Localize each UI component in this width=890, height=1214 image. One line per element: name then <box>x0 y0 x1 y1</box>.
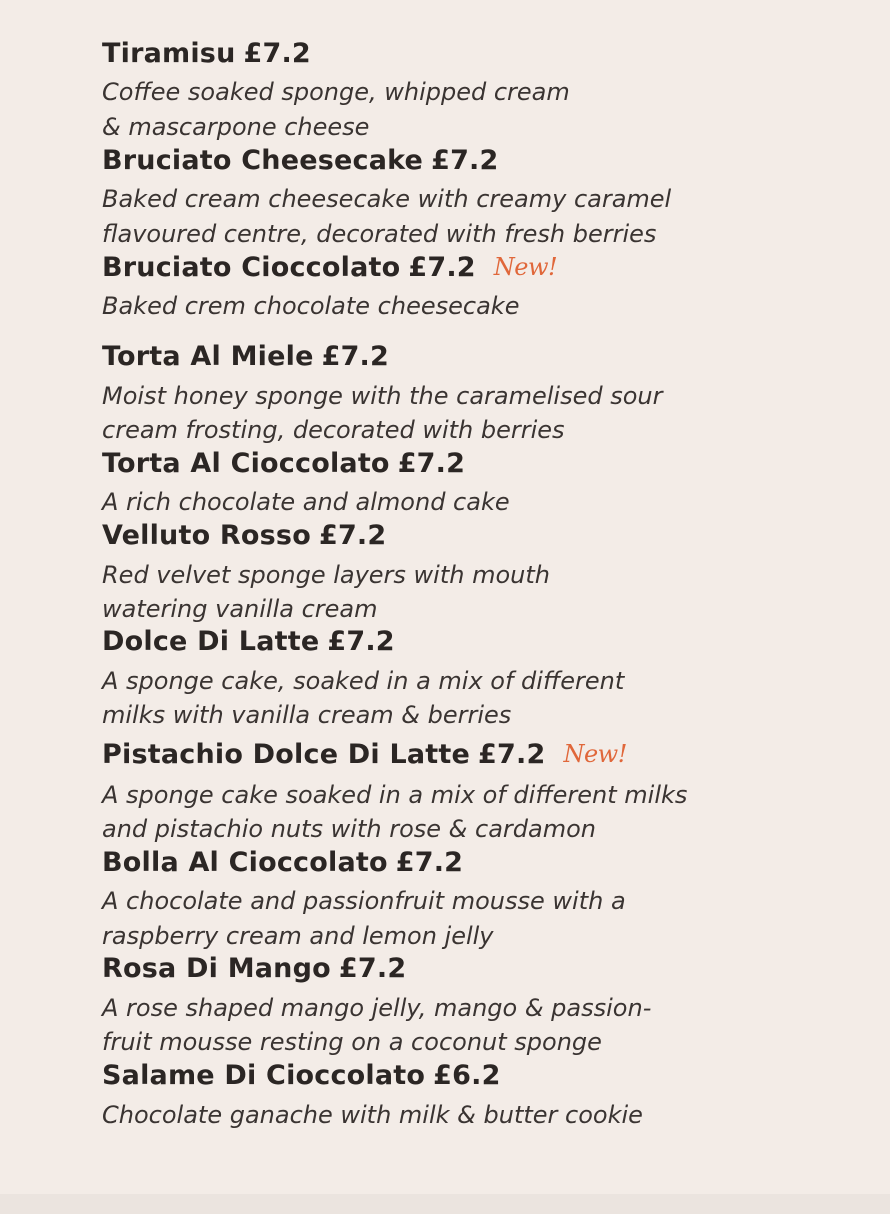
item-title <box>102 847 463 878</box>
item-name: Tiramisu <box>102 38 236 69</box>
item-price: £7.2 <box>321 341 389 372</box>
item-price: £7.2 <box>338 953 407 984</box>
item-title <box>102 520 386 551</box>
item-title <box>102 341 389 372</box>
item-description-line: cream frosting, decorated with berries <box>102 416 565 444</box>
item-name: Bruciato Cioccolato <box>102 252 401 283</box>
item-price: £7.2 <box>478 739 546 770</box>
item-name: Velluto Rosso <box>102 520 311 551</box>
item-title <box>102 626 395 657</box>
item-name: Salame Di Cioccolato <box>102 1060 426 1091</box>
item-description-line: & mascarpone cheese <box>102 113 370 141</box>
item-description-line: Baked cream cheesecake with creamy caramel <box>102 185 672 213</box>
item-title <box>102 953 406 984</box>
item-title <box>102 38 311 69</box>
item-description-line: A sponge cake soaked in a mix of different milks <box>102 781 688 809</box>
item-price: £7.2 <box>243 38 311 69</box>
item-title <box>102 145 499 176</box>
item-title <box>102 739 627 770</box>
item-title <box>102 1060 501 1091</box>
new-badge: New! <box>493 253 558 281</box>
item-description-line: A rose shaped mango jelly, mango & passion- <box>102 994 652 1022</box>
item-description-line: and pistachio nuts with rose & cardamon <box>102 815 596 843</box>
item-name: Torta Al Miele <box>102 341 314 372</box>
item-name: Torta Al Cioccolato <box>102 448 390 479</box>
item-title <box>102 252 557 283</box>
new-badge: New! <box>563 740 627 768</box>
item-price: £7.2 <box>395 847 464 878</box>
item-description-line: Moist honey sponge with the caramelised sour <box>102 382 663 410</box>
item-description-line: Coffee soaked sponge, whipped cream <box>102 78 570 106</box>
item-name: Dolce Di Latte <box>102 626 320 657</box>
item-price: £7.2 <box>327 626 395 657</box>
item-price: £7.2 <box>318 520 387 551</box>
item-description-line: flavoured centre, decorated with fresh berries <box>102 220 657 248</box>
item-description-line: Red velvet sponge layers with mouth <box>102 561 550 589</box>
item-name: Bolla Al Cioccolato <box>102 847 388 878</box>
item-description-line: A rich chocolate and almond cake <box>102 488 510 516</box>
item-description-line: fruit mousse resting on a coconut sponge <box>102 1028 602 1056</box>
item-price: £7.2 <box>431 145 499 176</box>
item-name: Pistachio Dolce Di Latte <box>102 739 471 770</box>
item-description-line: Chocolate ganache with milk & butter cookie <box>102 1101 643 1129</box>
item-name: Bruciato Cheesecake <box>102 145 424 176</box>
item-description-line: Baked crem chocolate cheesecake <box>102 292 520 320</box>
page-bottom-edge <box>0 1194 890 1214</box>
item-price: £7.2 <box>408 252 476 283</box>
item-price: £6.2 <box>433 1060 501 1091</box>
item-description-line: milks with vanilla cream & berries <box>102 701 512 729</box>
item-title <box>102 448 465 479</box>
item-description-line: A chocolate and passionfruit mousse with a <box>102 887 626 915</box>
item-price: £7.2 <box>397 448 466 479</box>
item-description-line: watering vanilla cream <box>102 595 378 623</box>
item-name: Rosa Di Mango <box>102 953 331 984</box>
item-description-line: A sponge cake, soaked in a mix of different <box>102 667 625 695</box>
item-description-line: raspberry cream and lemon jelly <box>102 922 494 950</box>
